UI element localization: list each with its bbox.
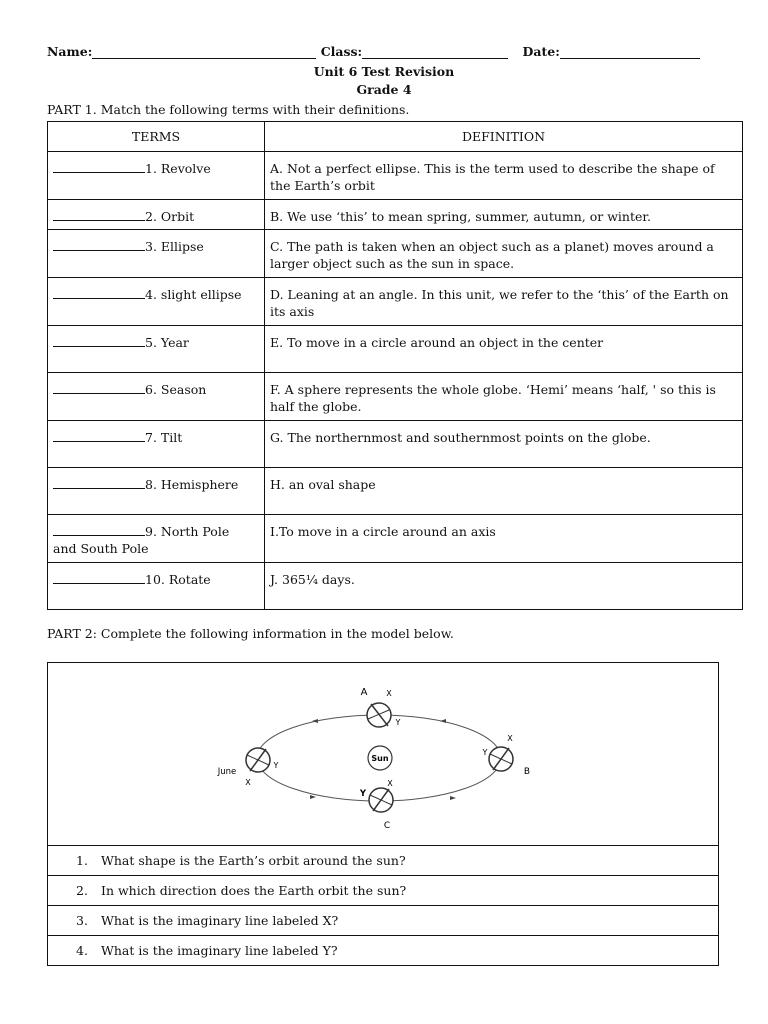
page-title: Unit 6 Test Revision	[313, 64, 455, 79]
label-a: A	[360, 687, 368, 698]
earth-position-june	[217, 748, 279, 787]
term-cell	[48, 421, 265, 468]
grade-label: Grade 4	[356, 82, 412, 97]
part1-instruction: PART 1. Match the following terms with their definitions.	[47, 102, 410, 117]
question-text: What is the imaginary line labeled Y?	[101, 943, 338, 958]
term-cell	[48, 152, 265, 200]
table-row	[48, 230, 743, 278]
question-text: What shape is the Earth’s orbit around the sun?	[101, 853, 406, 868]
terms-header: TERMS	[48, 122, 265, 152]
definition-cell: F. A sphere represents the whole globe. ‘Hemi’ means ‘half, ' so this is half the globe.	[265, 373, 743, 421]
term-text: 3. Ellipse	[145, 239, 204, 254]
term-text: 2. Orbit	[145, 209, 195, 224]
definition-cell: A. Not a perfect ellipse. This is the term used to describe the shape of the Earth’s orbit	[265, 152, 743, 200]
label-c: C	[383, 821, 391, 831]
label-y: Y	[482, 748, 488, 757]
term-text: 4. slight ellipse	[145, 287, 242, 302]
term-text: 10. Rotate	[145, 572, 211, 587]
question-number: 4.	[76, 943, 88, 958]
label-y: Y	[395, 718, 401, 727]
question-number: 2.	[76, 883, 88, 898]
label-june: June	[217, 767, 237, 777]
question-row	[48, 845, 718, 875]
term-cell	[48, 468, 265, 515]
question-row	[48, 875, 718, 905]
term-cell	[48, 515, 265, 563]
orbit-model-box	[47, 662, 719, 966]
answer-blank[interactable]	[53, 334, 145, 347]
term-text: 7. Tilt	[145, 430, 183, 445]
question-number: 3.	[76, 913, 88, 928]
label-b: B	[523, 767, 531, 777]
definition-cell: C. The path is taken when an object such as a planet) moves around a larger object such as the sun in space.	[265, 230, 743, 278]
class-field[interactable]	[362, 45, 508, 59]
answer-blank[interactable]	[53, 286, 145, 299]
table-header-row	[48, 122, 743, 152]
label-y: Y	[273, 761, 279, 770]
answer-blank[interactable]	[53, 208, 145, 221]
name-field[interactable]	[92, 45, 316, 59]
term-cell	[48, 563, 265, 610]
earth-position-b	[482, 734, 531, 777]
orbit-diagram	[48, 663, 718, 846]
sun-label: Sun	[371, 754, 389, 763]
table-row	[48, 326, 743, 373]
question-text: In which direction does the Earth orbit the sun?	[101, 883, 407, 898]
earth-position-c	[359, 779, 393, 831]
label-x: X	[245, 778, 251, 787]
term-text: 6. Season	[145, 382, 207, 397]
table-row	[48, 515, 743, 563]
earth-position-a	[361, 687, 401, 727]
answer-blank[interactable]	[53, 429, 145, 442]
question-text: What is the imaginary line labeled X?	[101, 913, 339, 928]
term-text: 5. Year	[145, 335, 189, 350]
definition-cell: B. We use ‘this’ to mean spring, summer, autumn, or winter.	[265, 200, 743, 230]
label-y: Y	[359, 789, 367, 799]
orbit-arrow-icon	[450, 796, 456, 800]
definition-cell: E. To move in a circle around an object in the center	[265, 326, 743, 373]
table-row	[48, 200, 743, 230]
term-text: 9. North Pole	[145, 524, 230, 539]
answer-blank[interactable]	[53, 238, 145, 251]
question-number: 1.	[76, 853, 88, 868]
part2-instruction: PART 2: Complete the following information in the model below.	[47, 626, 454, 641]
orbit-arrow-icon	[312, 719, 318, 723]
definition-cell: I.To move in a circle around an axis	[265, 515, 743, 563]
table-row	[48, 468, 743, 515]
term-cell	[48, 373, 265, 421]
table-row	[48, 373, 743, 421]
label-x: X	[386, 689, 392, 698]
question-row	[48, 905, 718, 935]
term-cell	[48, 230, 265, 278]
label-x: X	[387, 779, 393, 788]
student-info-line	[47, 44, 747, 59]
orbit-arrow-icon	[440, 719, 446, 723]
definition-cell: D. Leaning at an angle. In this unit, we refer to the ‘this’ of the Earth on its axis	[265, 278, 743, 326]
definition-cell: H. an oval shape	[265, 468, 743, 515]
question-row	[48, 935, 718, 965]
table-row	[48, 563, 743, 610]
name-label: Name:	[47, 44, 93, 59]
table-row	[48, 152, 743, 200]
definition-header: DEFINITION	[265, 122, 743, 152]
term-text: 8. Hemisphere	[145, 477, 239, 492]
date-field[interactable]	[560, 45, 700, 59]
answer-blank[interactable]	[53, 160, 145, 173]
label-x: X	[507, 734, 513, 743]
table-row	[48, 278, 743, 326]
term-cell	[48, 200, 265, 230]
answer-blank[interactable]	[53, 381, 145, 394]
term-text-line2: and South Pole	[53, 541, 149, 556]
answer-blank[interactable]	[53, 571, 145, 584]
matching-table	[47, 121, 743, 610]
answer-blank[interactable]	[53, 476, 145, 489]
date-label: Date:	[522, 44, 560, 59]
orbit-arrow-icon	[310, 795, 316, 799]
term-cell	[48, 326, 265, 373]
definition-cell: J. 365¼ days.	[265, 563, 743, 610]
answer-blank[interactable]	[53, 523, 145, 536]
term-text: 1. Revolve	[145, 161, 211, 176]
table-row	[48, 421, 743, 468]
definition-cell: G. The northernmost and southernmost points on the globe.	[265, 421, 743, 468]
term-cell	[48, 278, 265, 326]
class-label: Class:	[320, 44, 363, 59]
